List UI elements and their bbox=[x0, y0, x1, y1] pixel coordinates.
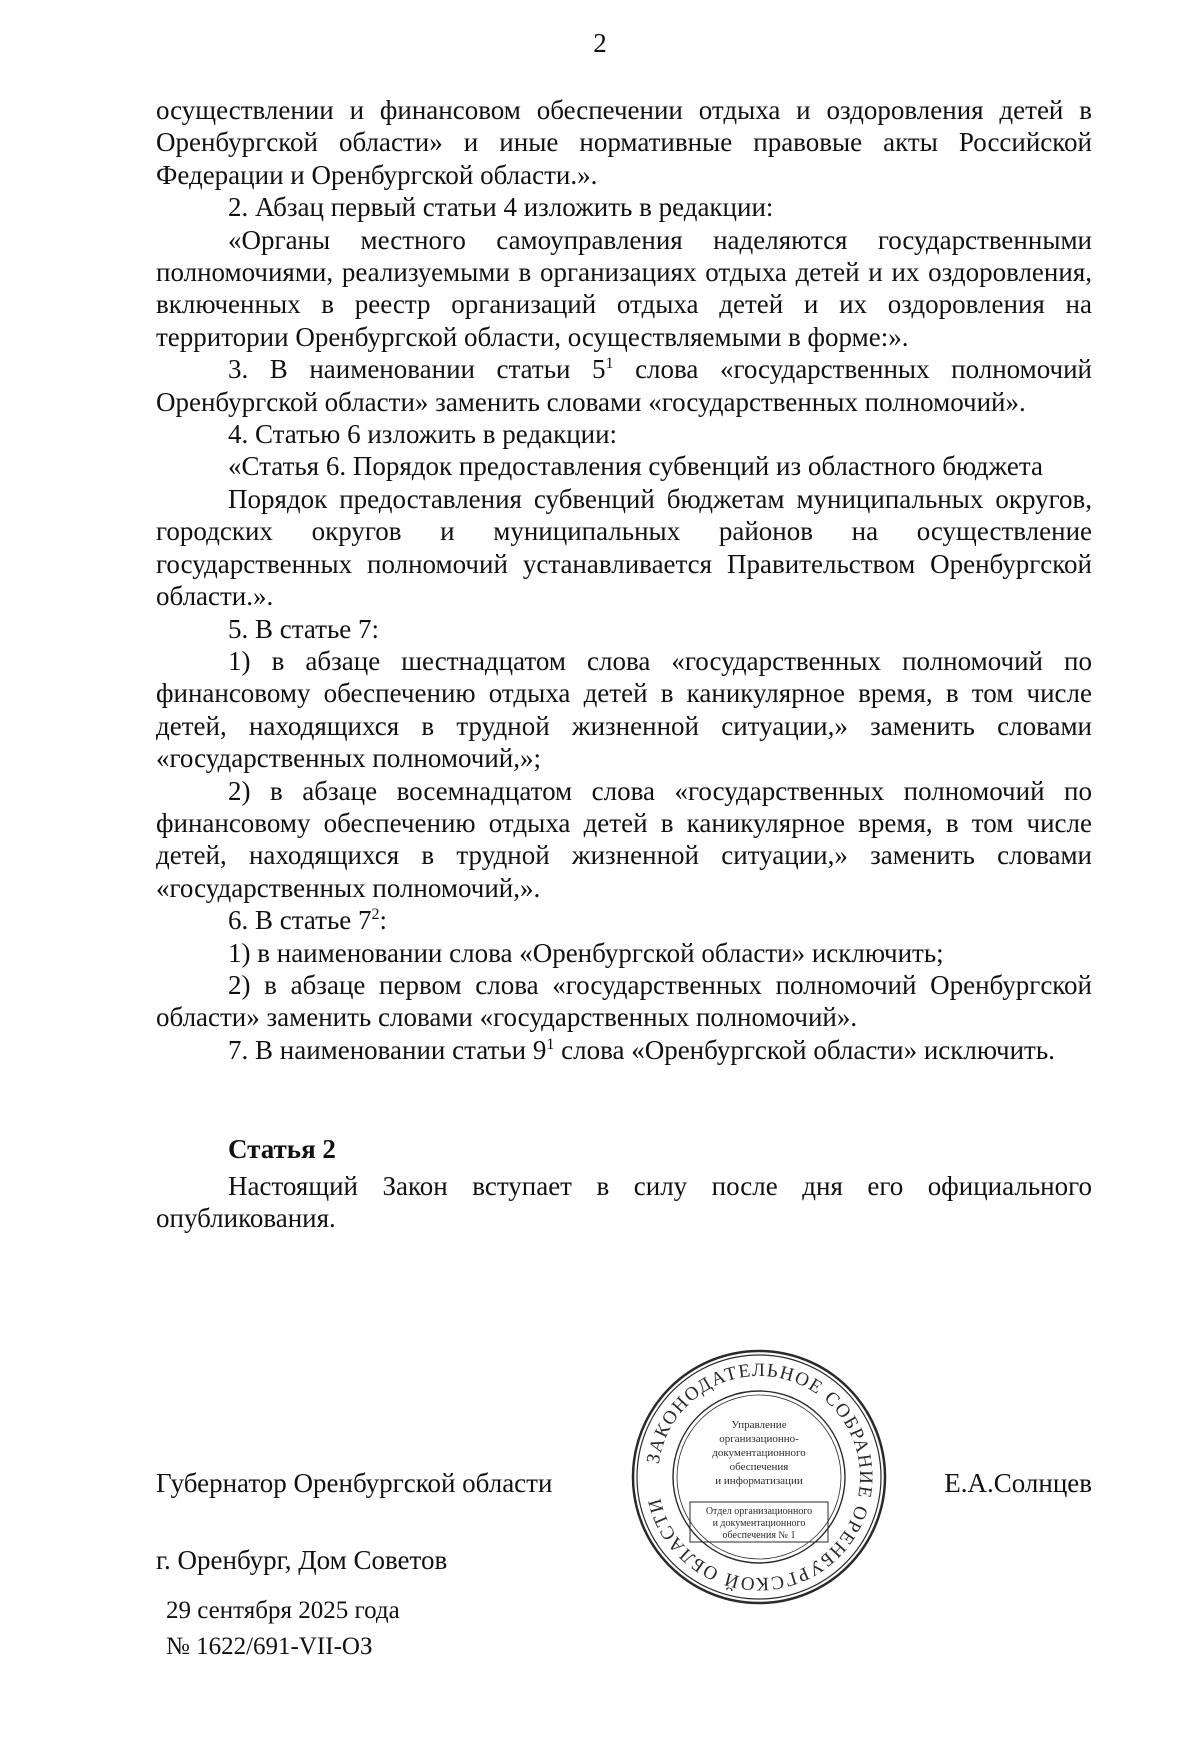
signatory-name: Е.А.Солнцев bbox=[944, 1468, 1092, 1498]
paragraph-continuation: осуществлении и финансовом обеспечении отдыха и оздоровления детей в Оренбургской области» и иные нормативные правовые акты Российской Федерации и Оренбургской области.». bbox=[156, 95, 1092, 190]
paragraph-item-7: 7. В наименовании статьи $9^1$ слова «Оренбургской области» исключить. bbox=[228, 1034, 1055, 1065]
paragraph-item-5: 5. В статье 7: bbox=[228, 613, 380, 644]
svg-text:Отдел организационного: Отдел организационного bbox=[705, 1506, 813, 1517]
article-2-heading: Статья 2 bbox=[228, 1134, 336, 1164]
svg-text:документационного: документационного bbox=[712, 1447, 806, 1459]
amendments-text bbox=[156, 94, 1092, 1066]
signing-place: г. Оренбург, Дом Советов bbox=[156, 1545, 448, 1575]
law-date: 29 сентября 2025 года bbox=[166, 1597, 400, 1624]
paragraph-quote-art4: «Органы местного самоуправления наделяются государственными полномочиями, реализуемыми в организациях отдыха детей и их оздоровления, включенных в реестр организаций отдыха детей и их оздоровления на территории Оренбургской области, осуществляемыми в форме:». bbox=[156, 224, 1092, 352]
paragraph-item-6: 6. В статье $7^2$: bbox=[228, 905, 388, 936]
official-seal bbox=[630, 1348, 888, 1606]
seal-inner-text bbox=[712, 1419, 806, 1487]
article-2-body: Настоящий Закон вступает в силу после дня его официального опубликования. bbox=[156, 1171, 1092, 1234]
paragraph-item-3: 3. В наименовании статьи $5^1$ слова «государственных полномочий Оренбургской области» заменить словами «государственных полномочий». bbox=[156, 354, 1092, 417]
svg-text:и информатизации: и информатизации bbox=[715, 1475, 803, 1487]
paragraph-item-6-1: 1) в наименовании слова «Оренбургской области» исключить; bbox=[228, 937, 944, 968]
paragraph-item-5-2: 2) в абзаце восемнадцатом слова «государственных полномочий по финансовому обеспечению отдыха детей в каникулярное время, в том числе детей, находящихся в трудной жизненной ситуации,» заменить словами «государственных полномочий,». bbox=[156, 775, 1092, 903]
signatory-title: Губернатор Оренбургской области bbox=[156, 1468, 553, 1498]
paragraph-item-6-2: 2) в абзаце первом слова «государственных полномочий Оренбургской области» заменить словами «государственных полномочий». bbox=[156, 969, 1092, 1033]
paragraph-item-2: 2. Абзац первый статьи 4 изложить в редакции: bbox=[228, 192, 774, 223]
seal-dept-text bbox=[706, 1506, 812, 1541]
svg-text:организационно-: организационно- bbox=[719, 1433, 799, 1445]
page-number: 2 bbox=[593, 28, 607, 58]
paragraph-item-5-1: 1) в абзаце шестнадцатом слова «государственных полномочий по финансовому обеспечению отдыха детей в каникулярное время, в том числе детей, находящихся в трудной жизненной ситуации,» заменить словами «государственных полномочий,»; bbox=[156, 645, 1092, 774]
svg-text:обеспечения: обеспечения bbox=[729, 1461, 789, 1473]
paragraph-art6-title: «Статья 6. Порядок предоставления субвенций из областного бюджета bbox=[228, 451, 1043, 482]
svg-text:обеспечения № 1: обеспечения № 1 bbox=[722, 1530, 796, 1541]
paragraph-art6-body: Порядок предоставления субвенций бюджетам муниципальных округов, городских округов и муниципальных районов на осуществление государственных полномочий устанавливается Правительством Оренбургской области.». bbox=[156, 483, 1092, 612]
svg-text:и документационного: и документационного bbox=[712, 1518, 806, 1529]
svg-text:Управление: Управление bbox=[731, 1419, 787, 1431]
law-number: № 1622/691-VII-ОЗ bbox=[166, 1633, 373, 1660]
seal-ring-text: ЗАКОНОДАТЕЛЬНОЕ СОБРАНИЕ ОРЕНБУРГСКОЙ ОБЛАСТИ bbox=[642, 1359, 877, 1595]
paragraph-item-4: 4. Статью 6 изложить в редакции: bbox=[228, 419, 618, 450]
